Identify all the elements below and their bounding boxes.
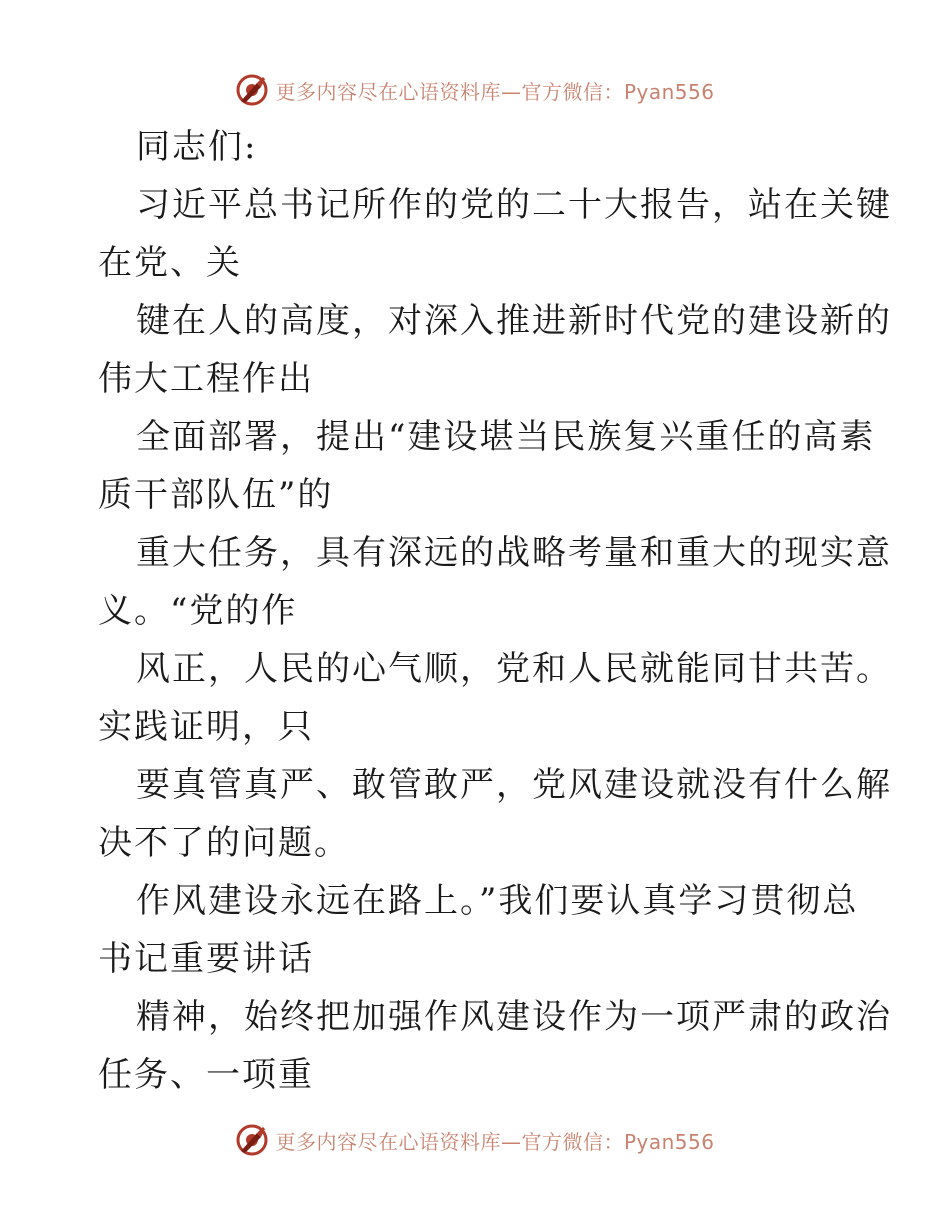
red-pen-logo-icon (235, 1123, 269, 1157)
document-body (98, 118, 892, 1104)
document-line: 实践证明，只 (98, 707, 314, 747)
document-line: 伟大工程作出 (98, 359, 314, 399)
document-line: 精神，始终把加强作风建设作为一项严肃的政治 (136, 997, 892, 1037)
document-line: 键在人的高度，对深入推进新时代党的建设新的 (136, 301, 892, 341)
header-banner (0, 70, 950, 110)
document-line: 任务、一项重 (98, 1055, 314, 1095)
document-line: 全面部署，提出“建设堪当民族复兴重任的高素 (136, 417, 876, 457)
document-line: 在党、关 (98, 243, 242, 283)
document-line: 质干部队伍”的 (98, 475, 334, 515)
document-line: 风正，人民的心气顺，党和人民就能同甘共苦。 (136, 649, 892, 689)
document-line: 决不了的问题。 (98, 823, 350, 863)
document-line: 书记重要讲话 (98, 939, 314, 979)
footer-banner-text: 更多内容尽在心语资料库—官方微信：Pyan556 (275, 1129, 715, 1154)
document-line: 要真管真严、敢管敢严，党风建设就没有什么解 (136, 765, 892, 805)
document-line: 习近平总书记所作的党的二十大报告，站在关键 (136, 185, 892, 225)
document-line: 同志们: (136, 127, 258, 167)
document-line: 义。“党的作 (98, 591, 298, 631)
red-pen-logo-icon (235, 73, 269, 107)
header-banner-text: 更多内容尽在心语资料库—官方微信：Pyan556 (275, 79, 715, 104)
footer-banner (0, 1120, 950, 1160)
document-line: 作风建设永远在路上。”我们要认真学习贯彻总 (136, 881, 859, 921)
document-line: 重大任务，具有深远的战略考量和重大的现实意 (136, 533, 892, 573)
